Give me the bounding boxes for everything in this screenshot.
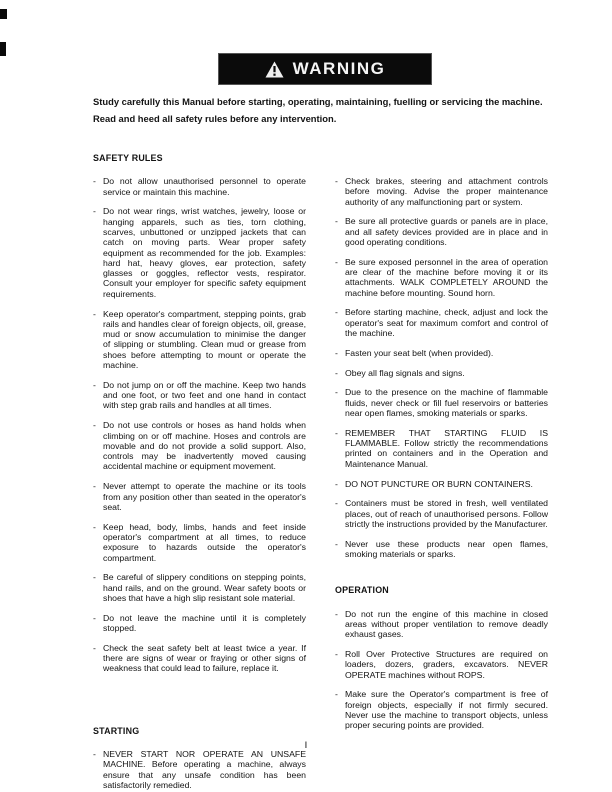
bullet-text: REMEMBER THAT STARTING FLUID IS FLAMMABLE. Follow strictly the recommendations printed on containers and in the Operation and Maintenance Manual. bbox=[345, 427, 548, 469]
safety-rule-item bbox=[93, 420, 306, 471]
bullet-dash: - bbox=[93, 642, 96, 653]
bullet-dash: - bbox=[93, 420, 96, 431]
safety-rule-item bbox=[93, 613, 306, 634]
safety-rule-item bbox=[335, 428, 548, 469]
safety-rules-heading: SAFETY RULES bbox=[93, 153, 163, 163]
bullet-dash: - bbox=[335, 307, 338, 318]
intro-text bbox=[93, 96, 548, 125]
safety-rule-item bbox=[93, 643, 306, 674]
bullet-text: Do not jump on or off the machine. Keep two hands and one foot, or two feet and one hand in contact with step grab rails and handles at all times. bbox=[103, 379, 306, 411]
starting-heading: STARTING bbox=[93, 725, 140, 736]
operation-list bbox=[335, 609, 548, 731]
warning-triangle-icon bbox=[265, 61, 284, 78]
safety-rule-item bbox=[93, 176, 306, 197]
operation-rule-item bbox=[335, 689, 548, 730]
safety-rule-item bbox=[93, 572, 306, 603]
bullet-dash: - bbox=[93, 308, 96, 319]
bullet-dash: - bbox=[335, 347, 338, 358]
safety-rule-item bbox=[335, 176, 548, 207]
bullet-text: Make sure the Operator's compartment is free of foreign objects, especially if not firmly secured. Never use the machine to transport objects, unless proper securing points are provided. bbox=[345, 689, 548, 731]
bullet-dash: - bbox=[93, 176, 96, 187]
bullet-text: Containers must be stored in fresh, well ventilated places, out of reach of unauthorised persons. Follow strictly the instructions provided by the Manufacturer. bbox=[345, 498, 548, 529]
bullet-dash: - bbox=[335, 649, 338, 659]
bullet-dash: - bbox=[93, 612, 96, 623]
bullet-text: Never use these products near open flames, smoking materials or sparks. bbox=[345, 538, 548, 560]
operation-rule-item bbox=[335, 609, 548, 640]
operation-heading: OPERATION bbox=[335, 585, 389, 596]
bullet-text: Be sure all protective guards or panels are in place, and all safety devices provided are in place and in good operating conditions. bbox=[345, 216, 548, 247]
operation-rule-item bbox=[335, 649, 548, 680]
left-column bbox=[93, 153, 306, 792]
bullet-dash: - bbox=[335, 176, 338, 186]
bullet-dash: - bbox=[335, 367, 338, 378]
safety-rules-list-right bbox=[335, 176, 548, 559]
safety-rule-item bbox=[335, 479, 548, 489]
bullet-text: Due to the presence on the machine of flammable fluids, never check or fill fuel reservoirs or batteries near open flames, smoking materials or sparks. bbox=[345, 387, 548, 419]
bullet-dash: - bbox=[335, 498, 338, 509]
right-column bbox=[335, 153, 548, 792]
warning-banner bbox=[218, 53, 432, 85]
bullet-dash: - bbox=[335, 538, 338, 549]
bullet-text: Roll Over Protective Structures are required on loaders, dozers, graders, excavators. NEVER OPERATE machines without ROPS. bbox=[345, 649, 548, 680]
bullet-dash: - bbox=[93, 521, 96, 532]
safety-rule-item bbox=[335, 368, 548, 378]
bullet-dash: - bbox=[335, 427, 338, 438]
bullet-dash: - bbox=[335, 216, 338, 227]
safety-rule-item bbox=[335, 387, 548, 418]
bullet-text: Check brakes, steering and attachment controls before moving. Advise the proper maintenance authority of any malfunctioning part or system. bbox=[345, 176, 548, 207]
intro-paragraph-2: Read and heed all safety rules before any intervention. bbox=[93, 113, 337, 125]
bullet-text: Be sure exposed personnel in the area of operation are clear of the machine before moving it or its attachments. WALK COMPLETELY AROUND the machine before mounting. Sound horn. bbox=[345, 256, 548, 298]
bullet-text: NEVER START NOR OPERATE AN UNSAFE MACHINE. Before operating a machine, always ensure that any unsafe condition has been satisfactorily remedied. bbox=[103, 748, 306, 790]
safety-rule-item bbox=[93, 522, 306, 563]
bullet-text: Do not leave the machine until it is completely stopped. bbox=[103, 612, 306, 633]
bullet-text: Check the seat safety belt at least twice a year. If there are signs of wear or fraying or other signs of weakness that could lead to failure, replace it. bbox=[103, 642, 306, 674]
bullet-dash: - bbox=[335, 608, 338, 619]
safety-rule-item bbox=[335, 539, 548, 560]
safety-rule-item bbox=[93, 206, 306, 299]
bullet-text: Before starting machine, check, adjust and lock the operator's seat for maximum comfort and control of the machine. bbox=[345, 307, 548, 339]
starting-list bbox=[93, 749, 306, 790]
scan-artifact-mark bbox=[0, 9, 7, 19]
safety-rule-item bbox=[335, 257, 548, 298]
bullet-dash: - bbox=[335, 478, 338, 489]
bullet-text: Keep head, body, limbs, hands and feet inside operator's compartment at all times, to reduce exposure to hazards outside the operator's compartment. bbox=[103, 521, 306, 563]
bullet-dash: - bbox=[93, 481, 96, 492]
bullet-dash: - bbox=[93, 572, 96, 583]
two-column-body bbox=[93, 153, 548, 792]
safety-rule-item bbox=[335, 307, 548, 338]
bullet-text: Fasten your seat belt (when provided). bbox=[345, 347, 494, 358]
safety-rule-item bbox=[335, 498, 548, 529]
bullet-text: Do not use controls or hoses as hand holds when climbing on or off machine. Hoses and controls are movable and do not provide a solid support. Also, controls may be inadvertently moved causing accidental machine or equipment movement. bbox=[103, 420, 306, 472]
intro-paragraph-1: Study carefully this Manual before starting, operating, maintaining, fuelling or servicing the machine. bbox=[93, 96, 543, 107]
bullet-text: Do not run the engine of this machine in closed areas without proper ventilation to remove deadly exhaust gases. bbox=[345, 608, 548, 640]
bullet-text: Be careful of slippery conditions on stepping points, hand rails, and on the ground. Wear safety boots or shoes that have a high slip resistant sole material. bbox=[103, 572, 306, 603]
bullet-dash: - bbox=[93, 379, 96, 390]
bullet-text: Do not wear rings, wrist watches, jewelry, loose or hanging apparels, such as ties, torn clothing, scarves, unbuttoned or unzipped jackets that can catch on moving parts. Wear proper safety equipment as recommended for the job. Examples: hard hat, heavy gloves, ear protection, safety glasses or goggles, reflector vests, respirator. Consult your employer for specific safety equipment requirements. bbox=[103, 206, 306, 299]
bullet-text: Keep operator's compartment, stepping points, grab rails and handles clear of foreign objects, oil, grease, mud or snow accumulation to minimise the danger of slipping or stumbling. Clean mud or grease from shoes before attempting to mount or operate the machine. bbox=[103, 308, 306, 371]
bullet-dash: - bbox=[93, 748, 96, 759]
bullet-text: Do not allow unauthorised personnel to operate service or maintain this machine. bbox=[103, 176, 306, 197]
bullet-text: Obey all flag signals and signs. bbox=[345, 367, 465, 378]
safety-rule-item bbox=[335, 216, 548, 247]
bullet-dash: - bbox=[335, 387, 338, 398]
page-number: I bbox=[304, 740, 308, 751]
bullet-text: DO NOT PUNCTURE OR BURN CONTAINERS. bbox=[345, 478, 533, 489]
safety-rule-item bbox=[93, 481, 306, 512]
bullet-dash: - bbox=[93, 206, 96, 217]
safety-rules-list-left bbox=[93, 176, 306, 673]
bullet-text: Never attempt to operate the machine or its tools from any position other than seated in the operator's seat. bbox=[103, 481, 306, 512]
bullet-dash: - bbox=[335, 256, 338, 267]
safety-rule-item bbox=[335, 348, 548, 358]
warning-banner-label: WARNING bbox=[292, 59, 386, 78]
scan-artifact-mark bbox=[0, 42, 6, 56]
bullet-dash: - bbox=[335, 689, 338, 700]
safety-rule-item bbox=[93, 309, 306, 371]
safety-rule-item bbox=[93, 380, 306, 411]
starting-rule-item bbox=[93, 749, 306, 790]
